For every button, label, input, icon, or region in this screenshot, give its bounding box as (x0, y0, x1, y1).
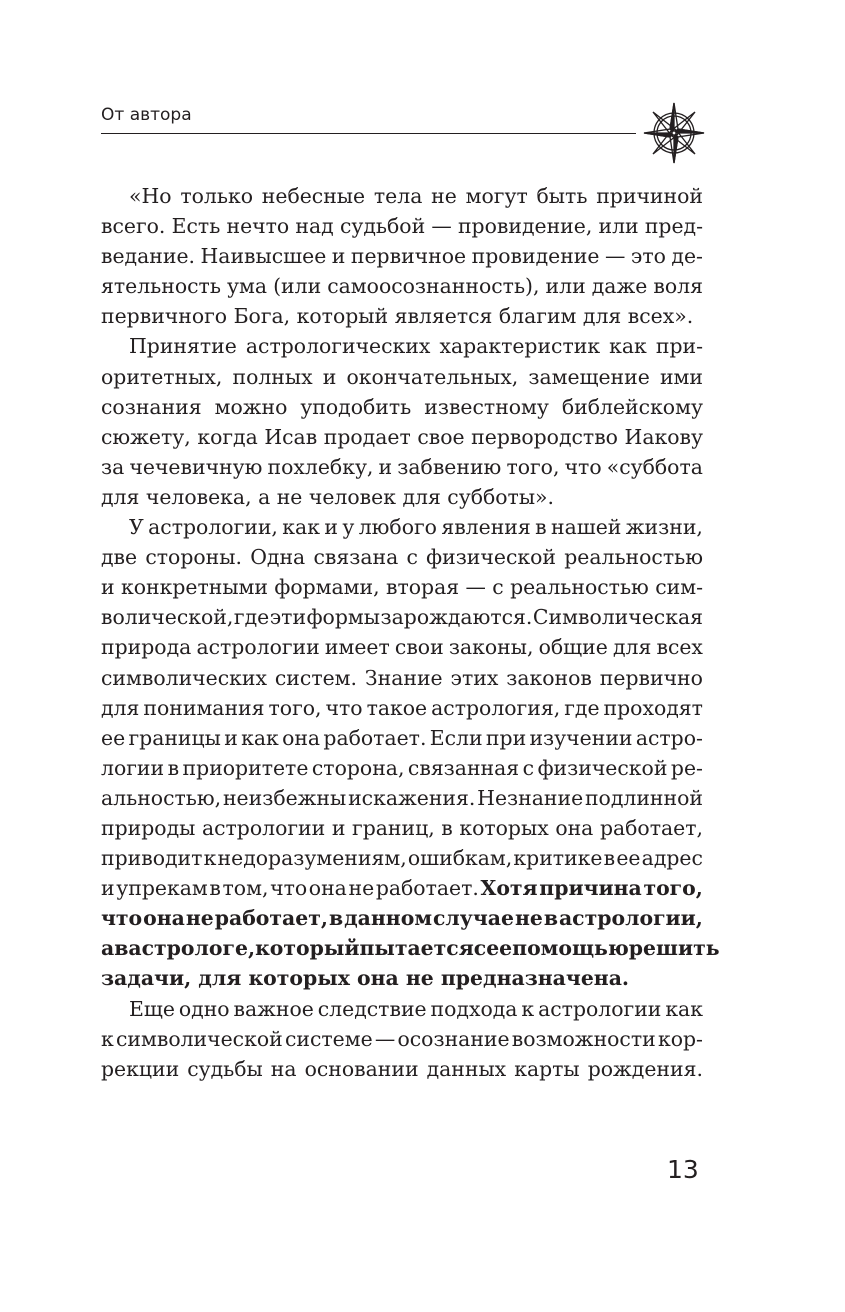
word: с (492, 575, 504, 600)
word: две (101, 545, 138, 570)
word: всего. (101, 214, 166, 239)
word: как (282, 515, 320, 540)
word: имеет (324, 635, 390, 660)
word: могут (465, 184, 528, 208)
word: — (431, 214, 452, 239)
word: понимания (143, 695, 265, 720)
word: сюжету, (101, 424, 191, 449)
word: у (342, 515, 355, 540)
word: символической (115, 1026, 283, 1051)
word: судьбы (187, 1056, 263, 1081)
word: в (441, 815, 453, 840)
word: забвению (397, 454, 502, 479)
word: окончательных, (346, 364, 519, 389)
word: не (348, 876, 375, 901)
word: формами, (274, 575, 380, 600)
word: Еще (129, 996, 175, 1021)
word: или (598, 214, 639, 239)
word: астрологе, (128, 936, 256, 961)
word: с (406, 545, 418, 570)
word: «суббота (606, 454, 703, 479)
word: того, (643, 876, 703, 901)
word: который (255, 936, 360, 961)
word: что (564, 454, 602, 479)
word: она (308, 876, 347, 901)
word: конкретными (120, 575, 268, 600)
word: предназначена. (440, 966, 630, 991)
text-line (101, 843, 703, 873)
word: того, (506, 454, 560, 479)
word: альностью, (101, 785, 222, 810)
word: проходят (603, 695, 703, 720)
word: где (233, 605, 270, 630)
word: воля (653, 274, 703, 299)
word: библейскому (561, 394, 703, 419)
word: продает (323, 424, 411, 449)
text-line (101, 693, 703, 723)
word: а (101, 936, 115, 961)
word: Принятие (129, 334, 237, 359)
word: подлинной (584, 785, 703, 810)
word: кор- (657, 1026, 703, 1051)
word: или (545, 274, 586, 299)
body-text (101, 181, 720, 1084)
text-line (101, 1054, 703, 1084)
word: в (209, 876, 221, 901)
word: физической (537, 755, 668, 780)
text-line (101, 602, 703, 632)
text-line (101, 753, 703, 783)
word: за (101, 454, 125, 479)
word: свое (417, 424, 465, 449)
word: Есть (171, 214, 221, 239)
running-header-title: От автора (101, 105, 192, 125)
word: волической, (101, 605, 234, 630)
word: рождения. (587, 1056, 703, 1081)
word: что (101, 906, 143, 931)
word: замещение (528, 364, 650, 389)
word: Если (429, 725, 483, 750)
word: символических (101, 665, 267, 690)
word: и (322, 364, 337, 389)
word: данном (344, 906, 433, 931)
word: ведание. (101, 244, 195, 269)
word: адрес (641, 846, 703, 871)
word: вторая (386, 575, 460, 600)
word: причина (539, 876, 642, 901)
word: субботы». (447, 484, 555, 509)
word: на (270, 1056, 297, 1081)
word: явления (441, 515, 531, 540)
word: первично (599, 665, 703, 690)
word: упрекам (116, 876, 208, 901)
word: всех». (627, 304, 694, 329)
word: реальностью (510, 575, 649, 600)
word: работает. (323, 725, 427, 750)
text-line (101, 963, 703, 993)
word: похлебку, (267, 454, 374, 479)
word: оритетных, (101, 364, 223, 389)
word: для (198, 966, 242, 991)
word: работает, (214, 906, 328, 931)
word: которых (459, 815, 549, 840)
word: искажения. (348, 785, 476, 810)
word: У (129, 515, 144, 540)
word: осознание (397, 1026, 510, 1051)
word: сознания (101, 394, 202, 419)
word: она (555, 815, 594, 840)
word: нашей (551, 515, 622, 540)
word: и (101, 575, 115, 600)
word: Исав (264, 424, 318, 449)
word: что (270, 876, 308, 901)
word: характеристик (439, 334, 601, 359)
word: к (203, 846, 217, 871)
word: данных (426, 1056, 507, 1081)
text-line (101, 783, 703, 813)
text-line (101, 331, 703, 361)
word: ятельность (101, 274, 221, 299)
word: в (328, 906, 344, 931)
word: Незнание (477, 785, 584, 810)
word: небесные (261, 184, 366, 208)
word: — (465, 575, 486, 600)
word: провидение, (457, 214, 593, 239)
word: и (101, 876, 115, 901)
word: при (485, 725, 527, 750)
word: Знание (364, 665, 443, 690)
word: приоритете (182, 755, 309, 780)
word: к (521, 996, 535, 1021)
text-line (101, 813, 703, 843)
word: нечто (226, 214, 290, 239)
word: которых (248, 966, 350, 991)
text-line (101, 482, 703, 512)
word: она (356, 966, 399, 991)
word: полных (232, 364, 313, 389)
word: Бога, (233, 304, 291, 329)
text-line (101, 211, 703, 241)
word: для (101, 695, 140, 720)
word: одно (178, 996, 230, 1021)
word: астрологии, (148, 515, 278, 540)
word: не (405, 966, 434, 991)
word: общие (538, 635, 608, 660)
word: это (630, 244, 666, 269)
word: для (582, 304, 622, 329)
word: Одна (250, 545, 306, 570)
word: в (114, 936, 129, 961)
word: причиной (596, 184, 703, 208)
word: сторона, (311, 755, 405, 780)
word: систем. (274, 665, 358, 690)
word: этих (450, 665, 499, 690)
word: физической (426, 545, 556, 570)
word: всех (656, 635, 703, 660)
word: к (101, 1026, 114, 1051)
word: для (101, 484, 140, 509)
word: решить (628, 936, 720, 961)
word: рекции (101, 1056, 180, 1081)
page-number: 13 (667, 1155, 699, 1184)
word: помощью (512, 936, 629, 961)
word: границы (128, 725, 221, 750)
text-line (101, 301, 703, 331)
word: для (402, 484, 441, 509)
word: неизбежны (222, 785, 347, 810)
text-line (101, 873, 703, 903)
word: реальностью (564, 545, 703, 570)
word: и (224, 725, 238, 750)
word: природы (101, 815, 196, 840)
word: пытается (359, 936, 474, 961)
word: провидение (471, 244, 600, 269)
word: зарождаются. (380, 605, 533, 630)
word: ошибкам, (407, 846, 513, 871)
word: критике (513, 846, 603, 871)
word: следствие (317, 996, 427, 1021)
word: Символическая (532, 605, 703, 630)
text-line (101, 542, 703, 572)
word: (или (273, 274, 322, 299)
word: основании (304, 1056, 419, 1081)
word: Иакову (624, 424, 703, 449)
word: законы, (448, 635, 534, 660)
word: как (609, 334, 647, 359)
word: работает. (375, 876, 479, 901)
word: является (394, 304, 493, 329)
word: случае (433, 906, 514, 931)
word: приводит (101, 846, 203, 871)
word: сим- (655, 575, 703, 600)
word: том, (222, 876, 269, 901)
word: чечевичную (129, 454, 263, 479)
word: в (535, 515, 547, 540)
word: системе (284, 1026, 373, 1051)
word: когда (197, 424, 258, 449)
word: карты (514, 1056, 580, 1081)
word: как (665, 996, 703, 1021)
word: «Но (129, 184, 172, 208)
word: и (331, 244, 346, 269)
word: астрологических (245, 334, 431, 359)
text-line (101, 1024, 703, 1054)
word: Хотя (480, 876, 538, 901)
word: законов (506, 665, 592, 690)
word: только (180, 184, 253, 208)
word: астрологии (538, 996, 662, 1021)
word: астрологии, (558, 906, 703, 931)
word: подхода (430, 996, 518, 1021)
text-line (101, 933, 720, 963)
word: человек (308, 484, 396, 509)
word: даже (591, 274, 648, 299)
word: в (167, 755, 180, 780)
word: ее (616, 846, 641, 871)
word: тела (373, 184, 423, 208)
word: недоразумениям, (217, 846, 407, 871)
word: первичного (101, 304, 228, 329)
text-line (101, 903, 703, 933)
text-line (101, 271, 703, 301)
text-line (101, 181, 703, 211)
word: не (431, 184, 457, 208)
word: — (374, 1026, 396, 1051)
text-line (101, 362, 703, 392)
word: как (241, 725, 279, 750)
word: с (522, 755, 535, 780)
word: где (564, 695, 600, 720)
word: человека, (145, 484, 252, 509)
word: ими (659, 364, 703, 389)
text-line (101, 723, 703, 753)
word: — (605, 244, 626, 269)
word: границ, (352, 815, 435, 840)
text-line (101, 452, 703, 482)
word: Наивысшее (200, 244, 327, 269)
word: и (324, 515, 338, 540)
word: в (543, 906, 558, 931)
word: свои (394, 635, 444, 660)
text-line (101, 241, 703, 271)
word: ее (486, 936, 513, 961)
word: астрологии (201, 815, 326, 840)
word: в (603, 846, 616, 871)
word: того, (268, 695, 322, 720)
word: астрологии (196, 635, 320, 660)
word: связана (313, 545, 399, 570)
word: быть (536, 184, 588, 208)
word: что (325, 695, 363, 720)
word: ре- (670, 755, 703, 780)
word: известному (424, 394, 549, 419)
text-line (101, 994, 703, 1024)
text-line (101, 392, 703, 422)
word: астро- (635, 725, 703, 750)
word: и (378, 454, 393, 479)
word: задачи, (101, 966, 192, 991)
word: при- (655, 334, 703, 359)
word: для (612, 635, 652, 660)
word: важное (233, 996, 314, 1021)
word: первородство (471, 424, 618, 449)
word: ее (101, 725, 126, 750)
word: связанная (407, 755, 520, 780)
word: не (514, 906, 543, 931)
word: ума (227, 274, 268, 299)
word: над (295, 214, 334, 239)
text-line (101, 512, 703, 542)
word: с (473, 936, 487, 961)
word: уподобить (300, 394, 412, 419)
word: можно (214, 394, 288, 419)
word: любого (358, 515, 437, 540)
word: не (185, 906, 214, 931)
header-rule (101, 133, 636, 134)
word: эти (269, 605, 307, 630)
word: первичное (350, 244, 467, 269)
word: возможности (511, 1026, 656, 1051)
text-line (101, 572, 703, 602)
word: жизни, (625, 515, 703, 540)
word: и (331, 815, 346, 840)
word: стороны. (145, 545, 242, 570)
word: который (296, 304, 389, 329)
word: формы (306, 605, 380, 630)
word: не (276, 484, 303, 509)
word: она (143, 906, 185, 931)
word: самоосознанность), (327, 274, 540, 299)
word: она (282, 725, 321, 750)
text-line (101, 663, 703, 693)
word: де- (671, 244, 703, 269)
word: природа (101, 635, 192, 660)
compass-rose-icon (642, 101, 706, 165)
word: судьбой (339, 214, 426, 239)
word: работает, (599, 815, 703, 840)
word: пред- (644, 214, 703, 239)
text-line (101, 422, 703, 452)
word: такое (366, 695, 428, 720)
word: астрология, (431, 695, 561, 720)
word: изучении (529, 725, 633, 750)
word: а (258, 484, 271, 509)
word: логии (101, 755, 165, 780)
word: благим (498, 304, 577, 329)
text-line (101, 632, 703, 662)
